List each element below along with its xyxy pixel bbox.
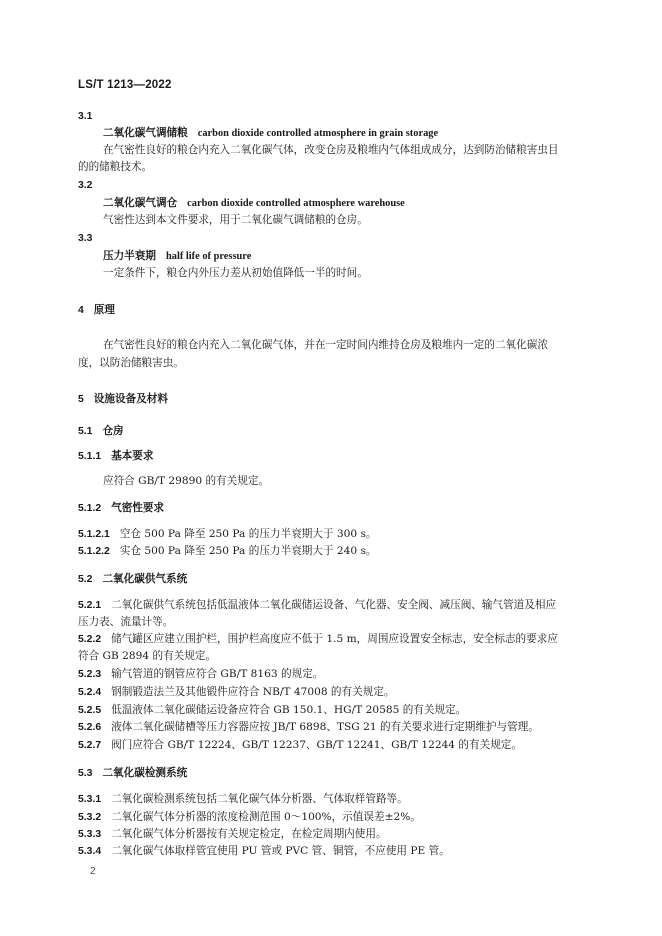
section-heading xyxy=(78,392,168,407)
section-title: 设施设备及材料 xyxy=(93,393,168,405)
section-heading xyxy=(78,303,115,318)
clause-heading xyxy=(78,449,154,464)
clause-text: 二氧化碳气体取样管宜使用 PU 管或 PVC 管、铜管，不应使用 PE 管。 xyxy=(111,845,450,857)
clause-item xyxy=(78,720,539,735)
clause-number: 5.2.4 xyxy=(78,687,102,698)
clause-item xyxy=(78,598,556,613)
subsection-heading xyxy=(78,766,187,781)
clause-text: 液体二氧化碳储槽等压力容器应按 JB/T 6898、TSG 21 的有关要求进行定期维护与管理。 xyxy=(111,721,539,733)
clause-number: 5.2.2 xyxy=(78,634,102,645)
clause-text: 空仓 500 Pa 降至 250 Pa 的压力半衰期大于 300 s。 xyxy=(119,528,377,540)
clause-number: 5.3.4 xyxy=(78,846,102,857)
clause-text-cont: 压力表、流量计等。 xyxy=(78,616,174,628)
clause-item xyxy=(78,827,387,842)
clause-item xyxy=(78,844,450,859)
term-heading xyxy=(103,249,251,264)
clause-number: 5.1.1 xyxy=(78,451,102,462)
subsection-heading xyxy=(78,572,187,587)
clause-item xyxy=(78,738,522,753)
clause-number: 5.2.6 xyxy=(78,722,102,733)
clause-number: 5.3.2 xyxy=(78,812,102,823)
clause-item xyxy=(78,632,558,647)
clause-text: 输气管道的钢管应符合 GB/T 8163 的规定。 xyxy=(111,668,324,680)
clause-item xyxy=(78,703,466,718)
clause-title: 气密性要求 xyxy=(111,502,165,514)
clause-number: 5.3.1 xyxy=(78,794,102,805)
subsection-heading xyxy=(78,424,124,439)
term-definition: 在气密性良好的粮仓内充入二氧化碳气体，改变仓房及粮堆内气体组成成分，达到防治储粮害虫目 xyxy=(103,144,559,156)
subsection-title: 仓房 xyxy=(102,425,124,437)
clause-item xyxy=(78,792,408,807)
clause-item xyxy=(78,810,421,825)
clause-number: 5.1.2.1 xyxy=(78,529,110,540)
clause-text: 阀门应符合 GB/T 12224、GB/T 12237、GB/T 12241、GB/T 12244 的有关规定。 xyxy=(111,739,522,751)
term-number: 3.2 xyxy=(78,180,93,191)
term-en: carbon dioxide controlled atmosphere in grain storage xyxy=(197,128,439,139)
clause-number: 5.1.2 xyxy=(78,503,102,514)
term-number: 3.1 xyxy=(78,111,93,122)
clause-number: 5.2.7 xyxy=(78,740,102,751)
clause-text: 二氧化碳供气系统包括低温液体二氧化碳储运设备、气化器、安全阀、减压阀、输气管道及相应 xyxy=(111,599,557,611)
term-definition-cont: 的的储粮技术。 xyxy=(78,161,153,173)
term-en: carbon dioxide controlled atmosphere warehouse xyxy=(187,198,405,209)
term-zh: 二氧化碳气调仓 xyxy=(103,197,178,209)
paragraph-cont: 度，以防治储粮害虫。 xyxy=(78,357,184,369)
clause-heading xyxy=(78,501,164,516)
clause-number: 5.2.1 xyxy=(78,600,102,611)
clause-title: 基本要求 xyxy=(111,450,154,462)
term-en: half life of pressure xyxy=(165,251,252,262)
clause-number: 5.3.3 xyxy=(78,829,102,840)
term-definition: 气密性达到本文件要求，用于二氧化碳气调储粮的仓房。 xyxy=(103,214,368,226)
clause-number: 5.2.5 xyxy=(78,705,102,716)
term-number: 3.3 xyxy=(78,233,93,244)
document-code-header: LS/T 1213—2022 xyxy=(78,79,172,91)
clause-text: 实仓 500 Pa 降至 250 Pa 的压力半衰期大于 240 s。 xyxy=(119,545,377,557)
paragraph: 在气密性良好的粮仓内充入二氧化碳气体，并在一定时间内维持仓房及粮堆内一定的二氧化碳浓 xyxy=(103,339,548,351)
subsection-number: 5.3 xyxy=(78,768,93,779)
term-definition: 一定条件下，粮仓内外压力差从初始值降低一半的时间。 xyxy=(103,267,368,279)
subsection-title: 二氧化碳检测系统 xyxy=(102,767,188,779)
clause-number: 5.2.3 xyxy=(78,669,102,680)
clause-item xyxy=(78,685,395,700)
clause-text-cont: 符合 GB 2894 的有关规定。 xyxy=(78,650,217,662)
term-heading xyxy=(103,126,438,141)
clause-text: 钢制锻造法兰及其他锻件应符合 NB/T 47008 的有关规定。 xyxy=(111,686,395,698)
section-title: 原理 xyxy=(93,304,115,316)
section-number: 4 xyxy=(78,305,84,316)
clause-number: 5.1.2.2 xyxy=(78,546,110,557)
term-heading xyxy=(103,196,405,211)
term-zh: 二氧化碳气调储粮 xyxy=(103,127,188,139)
subsection-number: 5.2 xyxy=(78,574,93,585)
clause-text: 二氧化碳检测系统包括二氧化碳气体分析器、气体取样管路等。 xyxy=(111,793,408,805)
paragraph: 应符合 GB/T 29890 的有关规定。 xyxy=(103,475,270,487)
clause-text: 二氧化碳气体分析器的浓度检测范围 0～100%，示值误差±2%。 xyxy=(111,811,421,823)
section-number: 5 xyxy=(78,394,84,405)
clause-item xyxy=(78,544,376,559)
clause-item xyxy=(78,667,323,682)
subsection-number: 5.1 xyxy=(78,426,93,437)
page-number: 2 xyxy=(90,866,96,877)
term-zh: 压力半衰期 xyxy=(103,250,156,262)
clause-item xyxy=(78,527,376,542)
clause-text: 储气罐区应建立围护栏，围护栏高度应不低于 1.5 m，周围应设置安全标志，安全标志的要求应 xyxy=(111,633,558,645)
subsection-title: 二氧化碳供气系统 xyxy=(102,573,188,585)
clause-text: 二氧化碳气体分析器按有关规定检定，在检定周期内使用。 xyxy=(111,828,387,840)
clause-text: 低温液体二氧化碳储运设备应符合 GB 150.1、HG/T 20585 的有关规定。 xyxy=(111,704,467,716)
